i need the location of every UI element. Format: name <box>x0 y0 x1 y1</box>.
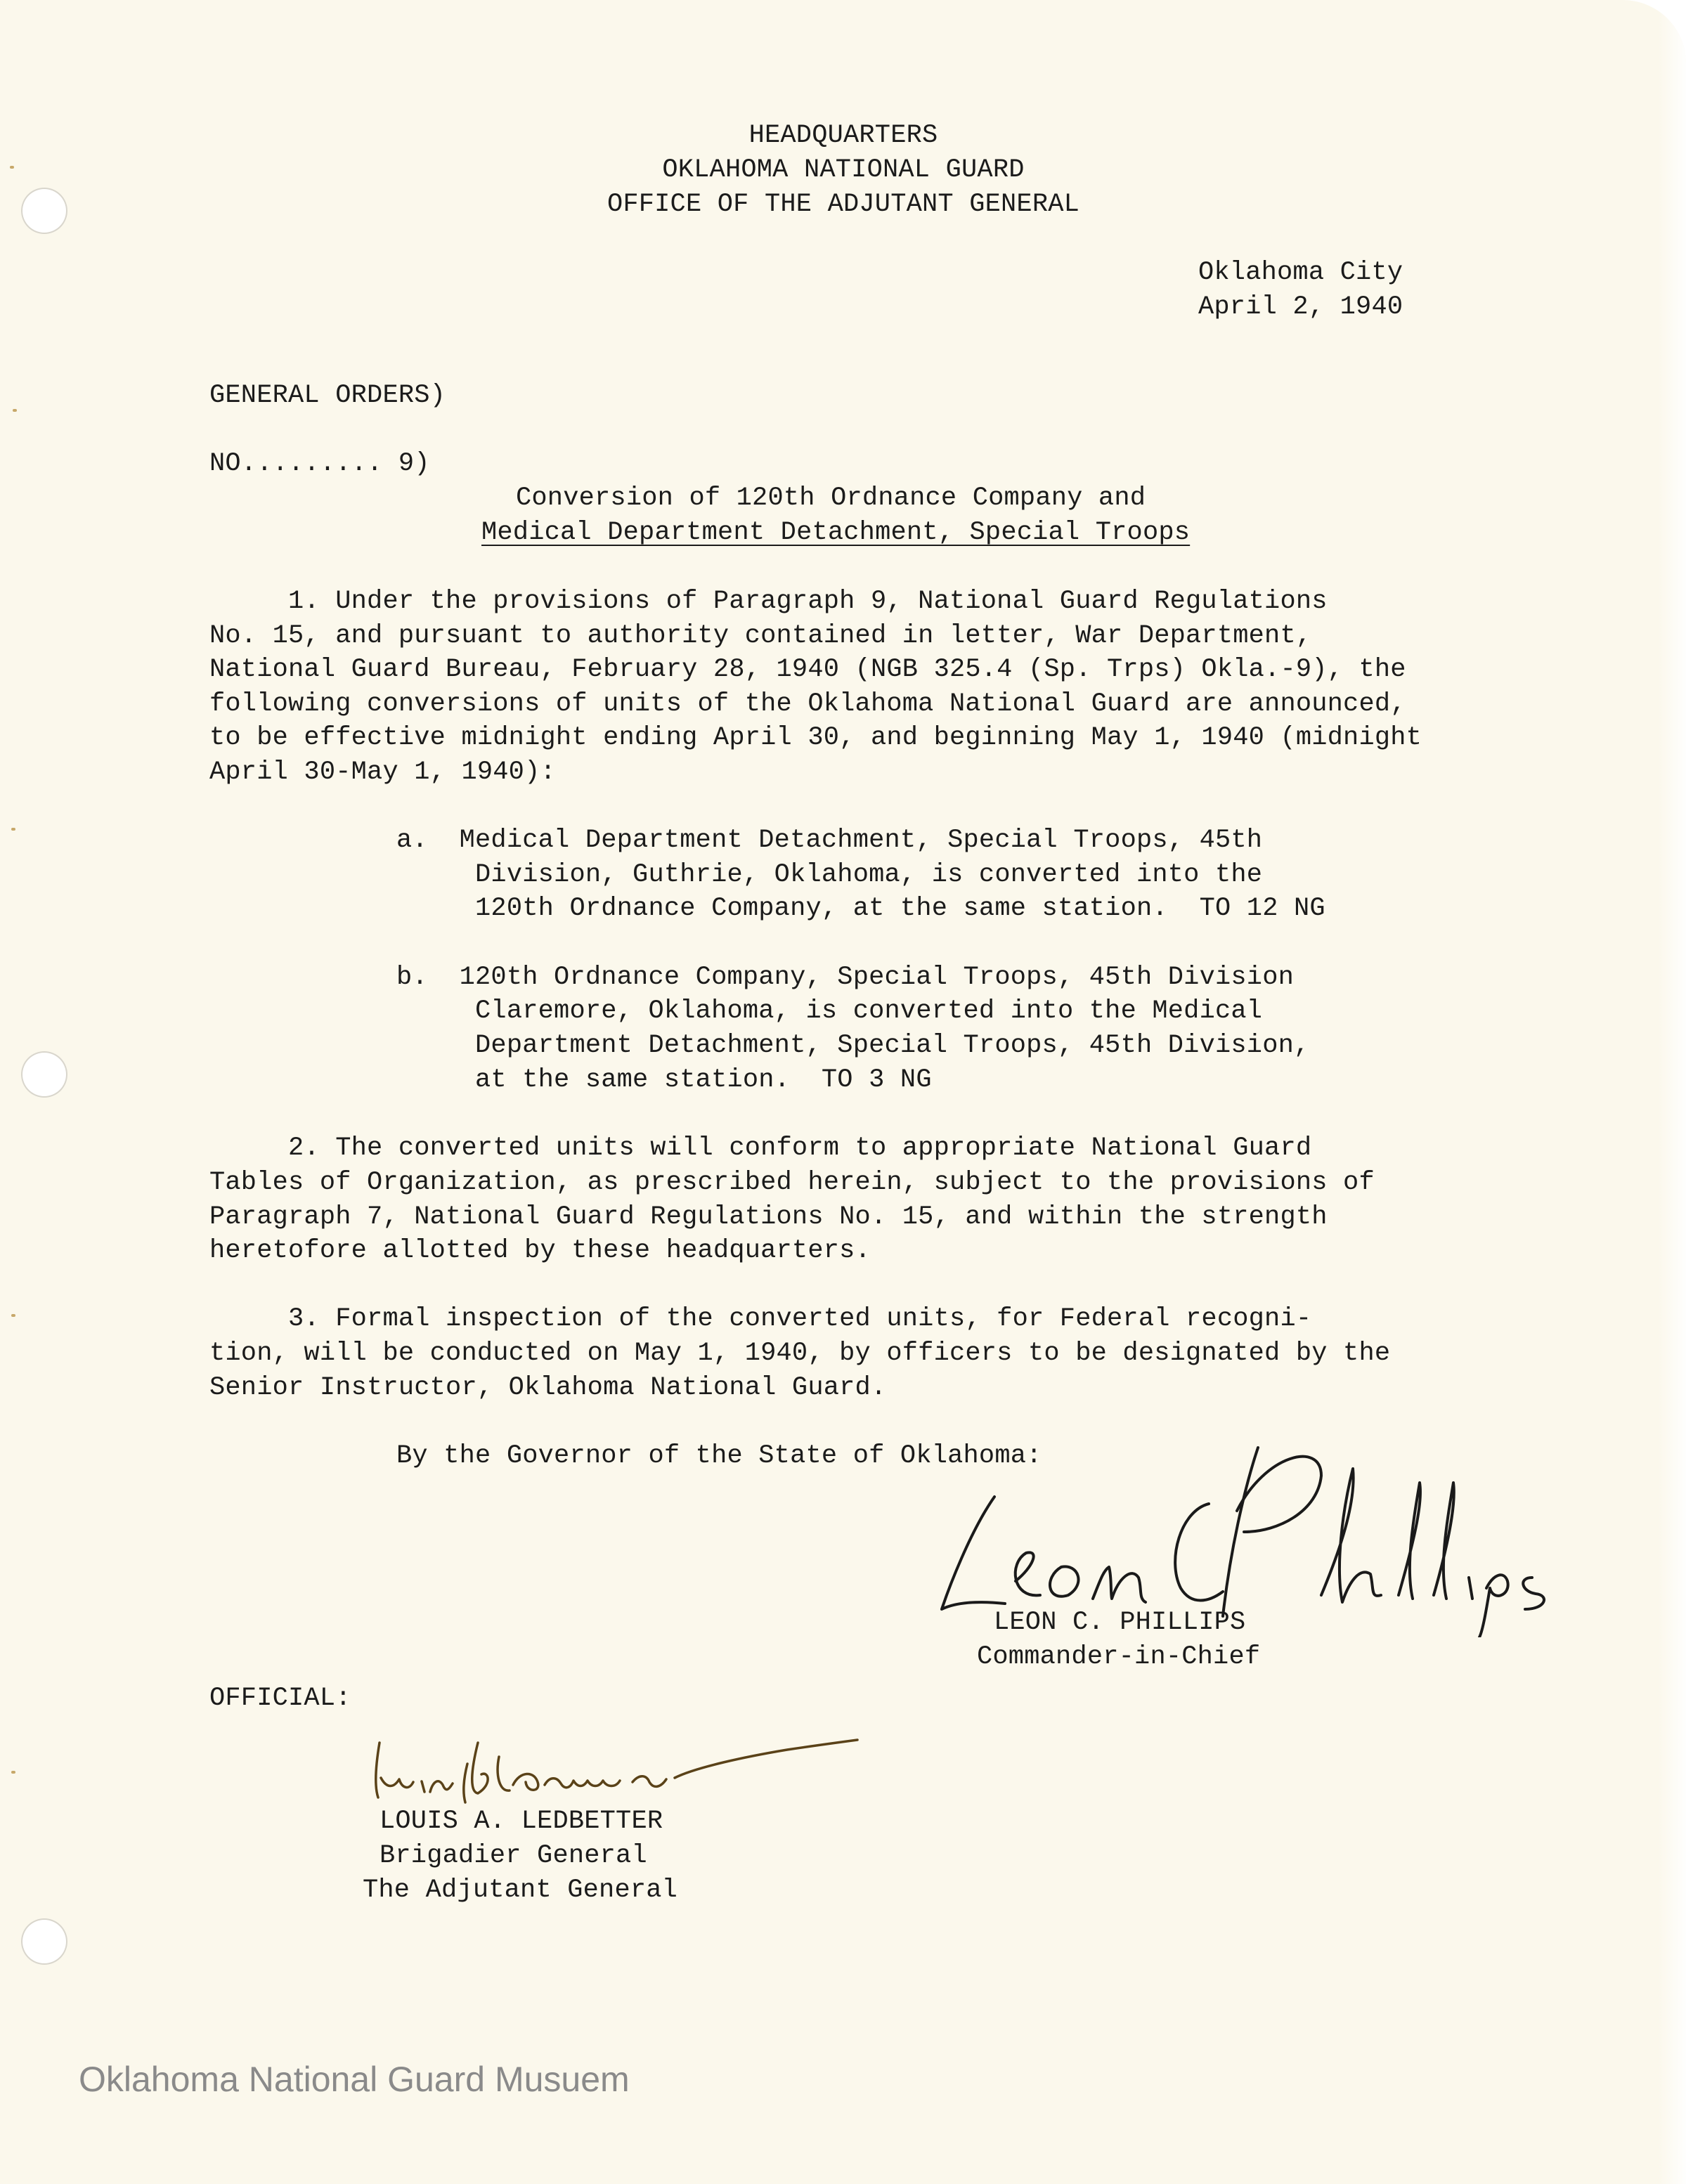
paragraph-2-line: heretofore allotted by these headquarters. <box>209 1236 871 1266</box>
museum-watermark: Oklahoma National Guard Musuem <box>79 2060 630 2099</box>
page-edge-shade <box>1658 0 1686 2184</box>
paragraph-1-line: April 30-May 1, 1940): <box>209 758 556 787</box>
official-rank: Brigadier General <box>380 1841 647 1871</box>
general-orders-number: NO......... 9) <box>209 449 430 479</box>
paper-speck <box>11 828 15 831</box>
paragraph-1-line: following conversions of units of the Oklahoma National Guard are announced, <box>209 689 1406 719</box>
governor-title: Commander-in-Chief <box>977 1642 1261 1672</box>
paragraph-1a-line: Division, Guthrie, Oklahoma, is converted into the <box>396 860 1263 890</box>
subject-line-2: Medical Department Detachment, Special Troops <box>481 518 1191 547</box>
subject-line-1: Conversion of 120th Ordnance Company and <box>516 483 1146 513</box>
paragraph-1-line: No. 15, and pursuant to authority contained in letter, War Department, <box>209 621 1312 651</box>
punch-hole-bottom <box>21 1918 67 1965</box>
paragraph-3-line: 3. Formal inspection of the converted units, for Federal recogni- <box>209 1304 1312 1334</box>
paper-speck <box>11 1314 15 1317</box>
official-name: LOUIS A. LEDBETTER <box>380 1807 663 1836</box>
official-signature <box>365 1715 871 1813</box>
header-line-1: HEADQUARTERS <box>748 121 938 150</box>
paragraph-1b-line: b. 120th Ordnance Company, Special Troops, 45th Division <box>396 963 1295 992</box>
punch-hole-top <box>21 188 67 234</box>
paragraph-1-line: 1. Under the provisions of Paragraph 9, National Guard Regulations <box>209 587 1328 616</box>
paragraph-3-line: tion, will be conducted on May 1, 1940, by officers to be designated by the <box>209 1339 1391 1368</box>
place-city: Oklahoma City <box>1198 258 1403 287</box>
governor-name: LEON C. PHILLIPS <box>994 1608 1246 1637</box>
paragraph-1-line: to be effective midnight ending April 30, and beginning May 1, 1940 (midnight <box>209 723 1422 753</box>
official-title: The Adjutant General <box>363 1876 678 1905</box>
punch-hole-middle <box>21 1051 67 1098</box>
paragraph-1b-line: Claremore, Oklahoma, is converted into the Medical <box>396 996 1263 1026</box>
order-date: April 2, 1940 <box>1198 292 1403 322</box>
paragraph-1b-line: Department Detachment, Special Troops, 45th Division, <box>396 1031 1310 1060</box>
paragraph-2-line: Tables of Organization, as prescribed herein, subject to the provisions of <box>209 1168 1375 1197</box>
paragraph-1-line: National Guard Bureau, February 28, 1940 (NGB 325.4 (Sp. Trps) Okla.-9), the <box>209 655 1406 684</box>
official-label: OFFICIAL: <box>209 1684 351 1713</box>
header-line-2: OKLAHOMA NATIONAL GUARD <box>662 155 1025 185</box>
paper-speck <box>10 166 14 169</box>
by-governor-line: By the Governor of the State of Oklahoma: <box>396 1441 1042 1471</box>
paper-speck <box>11 1771 15 1774</box>
paragraph-3-line: Senior Instructor, Oklahoma National Guard. <box>209 1373 887 1403</box>
paper-speck <box>13 409 17 412</box>
paragraph-2-line: 2. The converted units will conform to appropriate National Guard <box>209 1133 1312 1163</box>
paragraph-1a-line: 120th Ordnance Company, at the same station. TO 12 NG <box>396 894 1325 923</box>
general-orders-label: GENERAL ORDERS) <box>209 381 446 410</box>
paragraph-1b-line: at the same station. TO 3 NG <box>396 1065 932 1095</box>
paragraph-1a-line: a. Medical Department Detachment, Special Troops, 45th <box>396 826 1263 855</box>
header-line-3: OFFICE OF THE ADJUTANT GENERAL <box>607 190 1080 219</box>
paragraph-2-line: Paragraph 7, National Guard Regulations No. 15, and within the strength <box>209 1202 1328 1232</box>
